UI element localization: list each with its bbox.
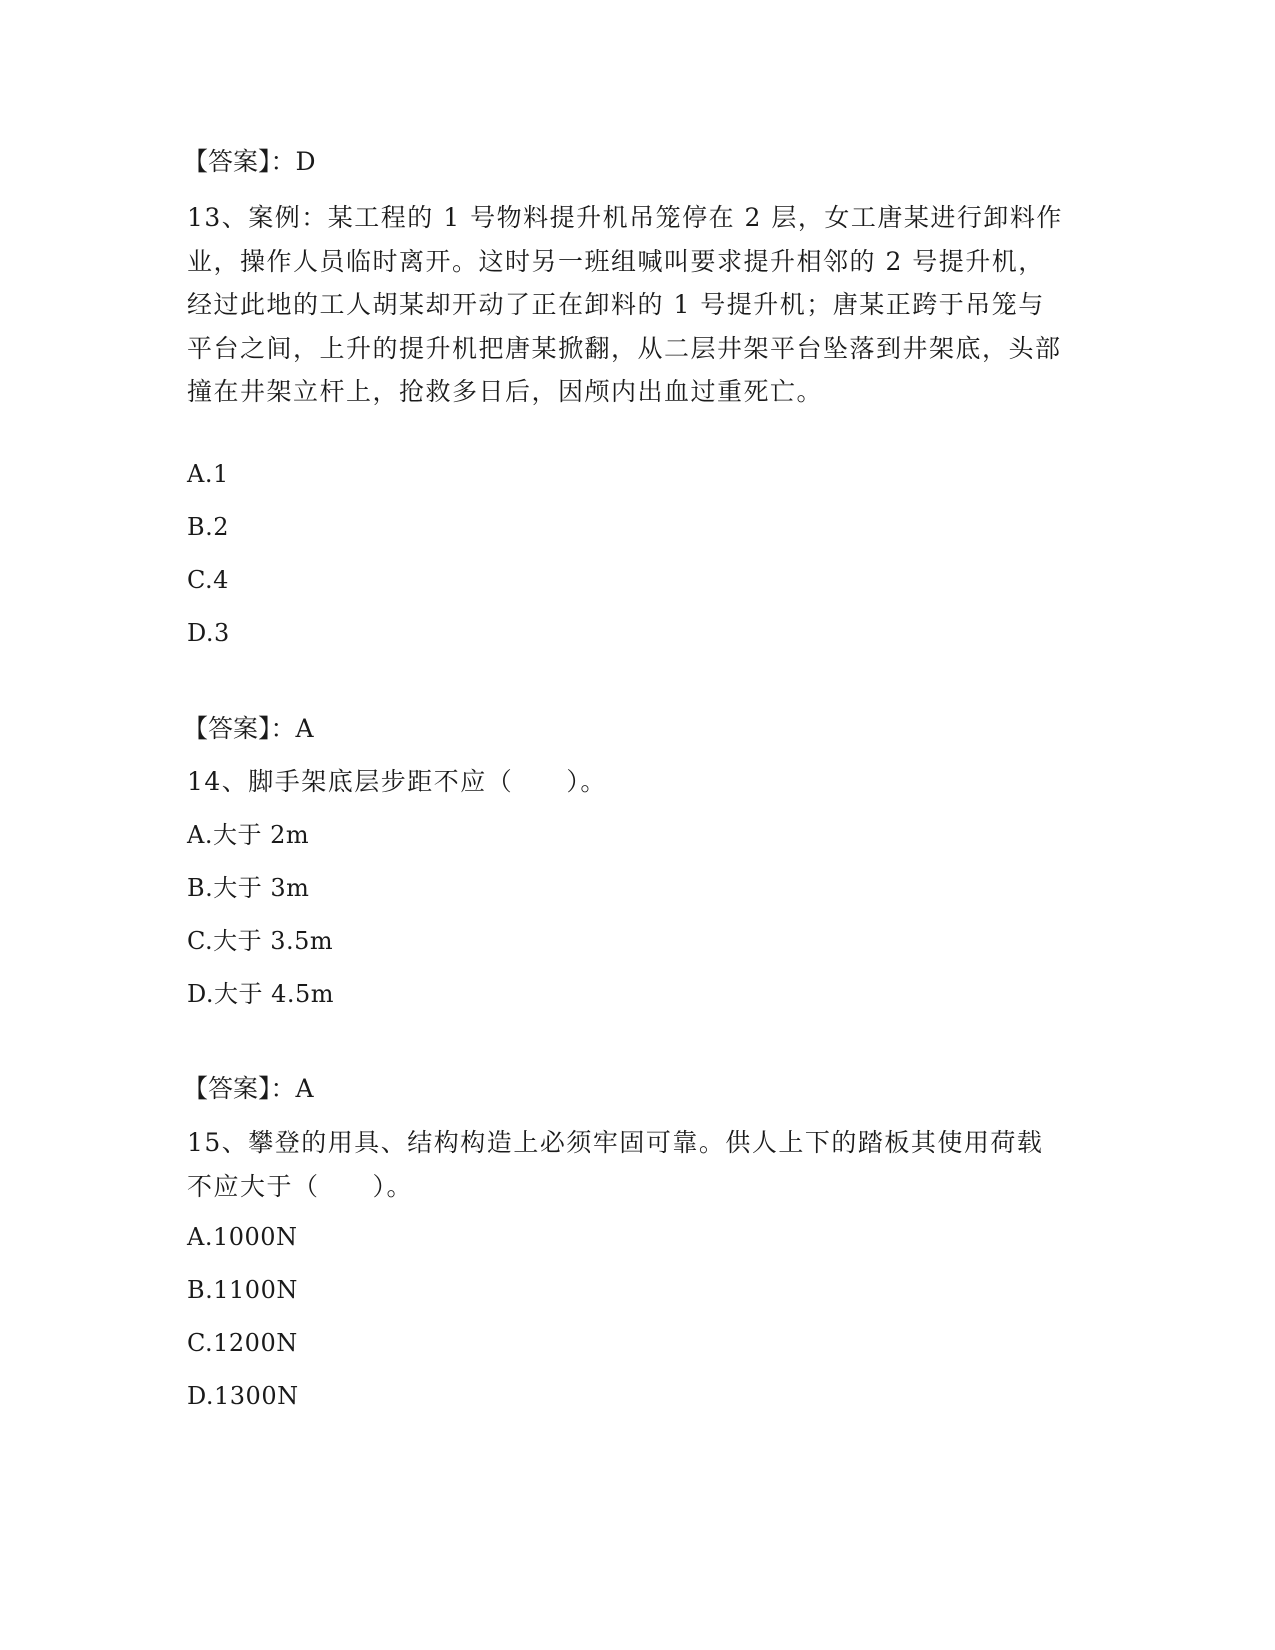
question-14-option-c: C.大于 3.5m [187, 927, 334, 955]
question-14-text: 14、脚手架底层步距不应（ ）。 [187, 767, 607, 796]
question-14-option-d: D.大于 4.5m [187, 980, 335, 1008]
question-13-option-c: C.4 [187, 566, 229, 594]
question-13-text: 13、案例：某工程的 1 号物料提升机吊笼停在 2 层，女工唐某进行卸料作业，操作人员临时离开。这时另一班组喊叫要求提升相邻的 2 号提升机，经过此地的工人胡某却开动了正在卸料的 1 号提升机；唐某正跨于吊笼与平台之间，上升的提升机把唐某掀翻，从二层井架平台坠落到井架底，头部撞在井架立杆上，抢救多日后，因颅内出血过重死亡。 [187, 203, 1063, 406]
question-15-text: 15、攀登的用具、结构构造上必须牢固可靠。供人上下的踏板其使用荷载不应大于（ ）。 [187, 1128, 1044, 1201]
question-15-option-b: B.1100N [187, 1276, 298, 1304]
question-15-option-c: C.1200N [187, 1329, 298, 1357]
question-14-option-a: A.大于 2m [187, 821, 310, 849]
answer-label: 【答案】：A [183, 714, 314, 743]
question-14-option-b: B.大于 3m [187, 874, 310, 902]
answer-label: 【答案】：A [183, 1074, 314, 1103]
question-13-option-d: D.3 [187, 619, 230, 647]
question-13-option-a: A.1 [187, 460, 229, 488]
answer-label: 【答案】：D [183, 147, 316, 176]
question-15-option-a: A.1000N [187, 1223, 298, 1251]
question-15-option-d: D.1300N [187, 1382, 299, 1410]
question-13-option-b: B.2 [187, 513, 230, 541]
